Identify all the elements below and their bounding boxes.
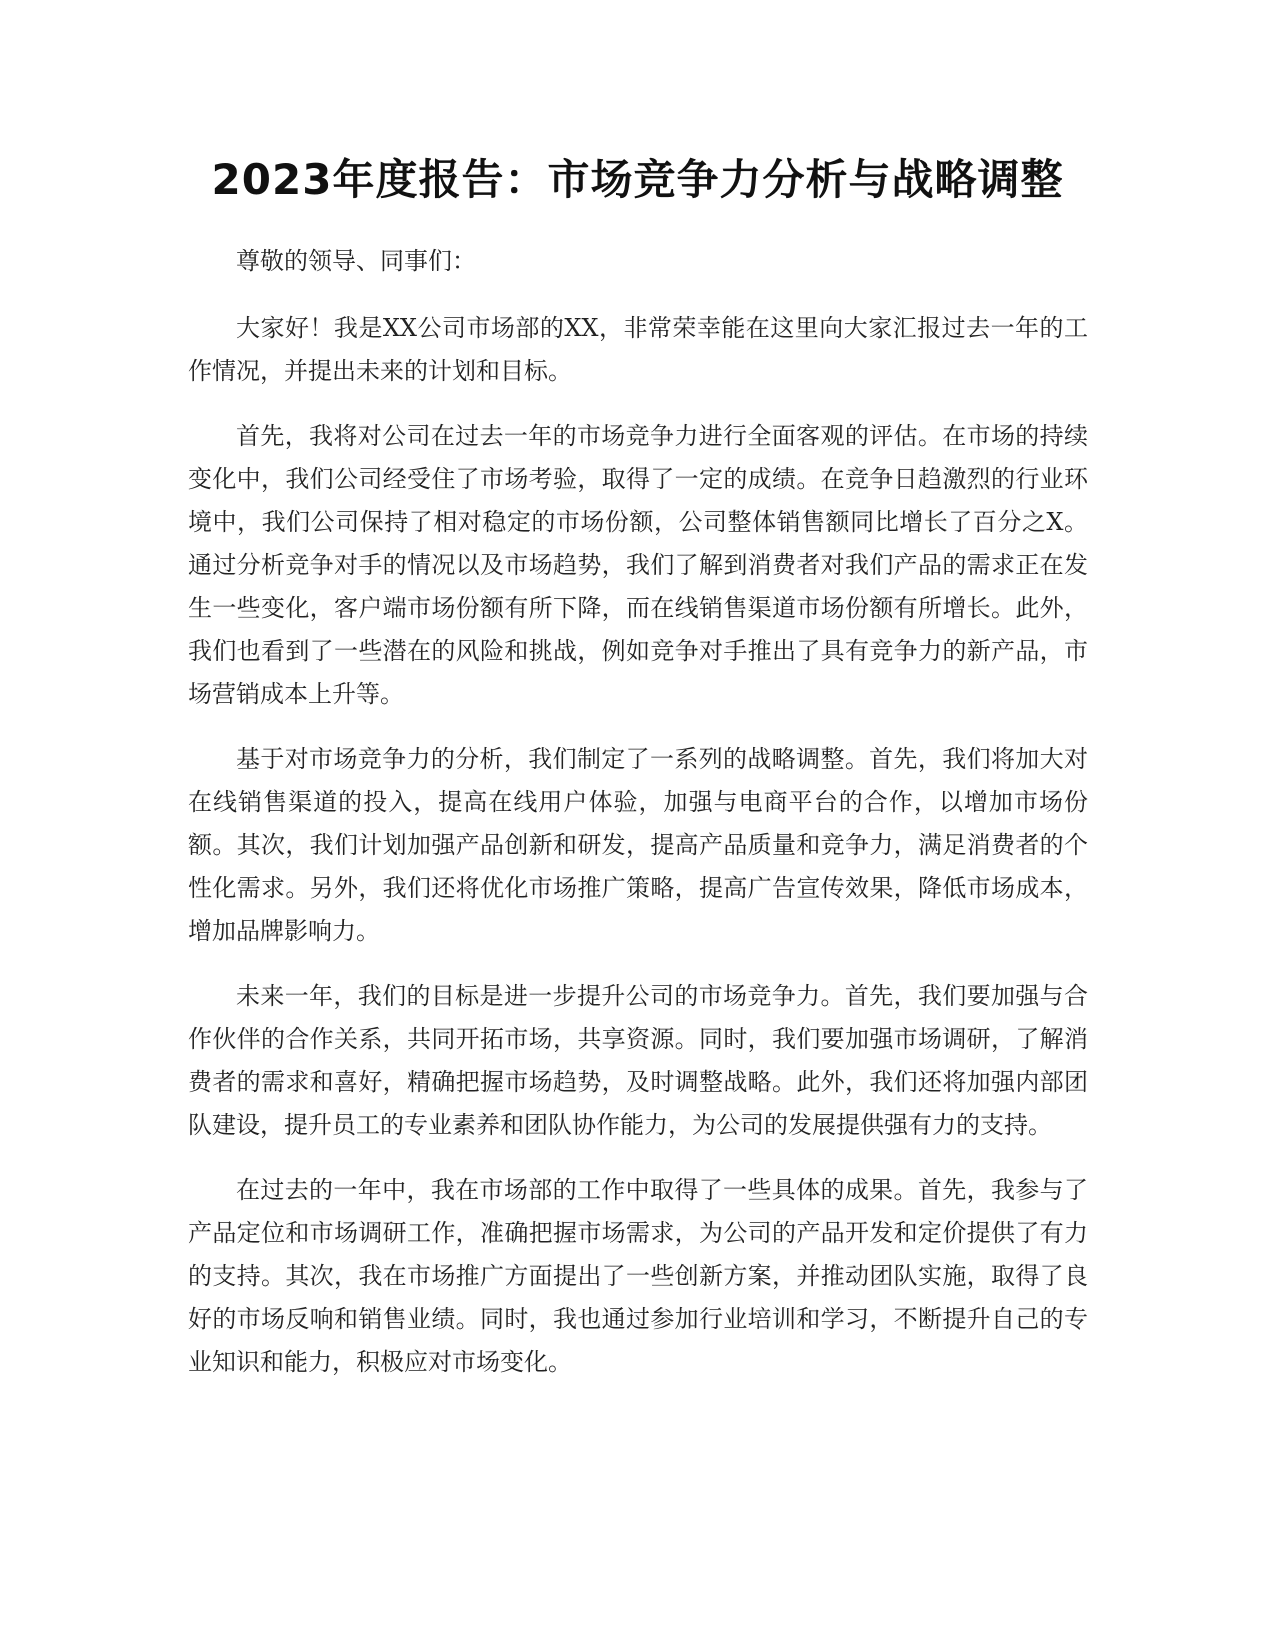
future-goals-paragraph: 未来一年，我们的目标是进一步提升公司的市场竞争力。首先，我们要加强与合作伙伴的合作关系，共同开拓市场，共享资源。同时，我们要加强市场调研，了解消费者的需求和喜好，精确把握市场趋势，及时调整战略。此外，我们还将加强内部团队建设，提升员工的专业素养和团队协作能力，为公司的发展提供强有力的支持。 <box>188 982 1088 1139</box>
document-title: 2023年度报告：市场竞争力分析与战略调整 <box>211 155 1064 204</box>
greeting-paragraph: 大家好！我是XX公司市场部的XX，非常荣幸能在这里向大家汇报过去一年的工作情况，并提出未来的计划和目标。 <box>188 314 1088 385</box>
strategy-adjustment-paragraph: 基于对市场竞争力的分析，我们制定了一系列的战略调整。首先，我们将加大对在线销售渠道的投入，提高在线用户体验，加强与电商平台的合作，以增加市场份额。其次，我们计划加强产品创新和研发，提高产品质量和竞争力，满足消费者的个性化需求。另外，我们还将优化市场推广策略，提高广告宣传效果，降低市场成本，增加品牌影响力。 <box>188 745 1088 945</box>
competitiveness-assessment-paragraph: 首先，我将对公司在过去一年的市场竞争力进行全面客观的评估。在市场的持续变化中，我们公司经受住了市场考验，取得了一定的成绩。在竞争日趋激烈的行业环境中，我们公司保持了相对稳定的市场份额，公司整体销售额同比增长了百分之X。通过分析竞争对手的情况以及市场趋势，我们了解到消费者对我们产品的需求正在发生一些变化，客户端市场份额有所下降，而在线销售渠道市场份额有所增长。此外，我们也看到了一些潜在的风险和挑战，例如竞争对手推出了具有竞争力的新产品，市场营销成本上升等。 <box>188 422 1088 708</box>
personal-achievements-paragraph: 在过去的一年中，我在市场部的工作中取得了一些具体的成果。首先，我参与了产品定位和市场调研工作，准确把握市场需求，为公司的产品开发和定价提供了有力的支持。其次，我在市场推广方面提出了一些创新方案，并推动团队实施，取得了良好的市场反响和销售业绩。同时，我也通过参加行业培训和学习，不断提升自己的专业知识和能力，积极应对市场变化。 <box>188 1176 1088 1376</box>
document-body <box>188 240 1088 1406</box>
salutation-paragraph: 尊敬的领导、同事们： <box>236 247 476 275</box>
